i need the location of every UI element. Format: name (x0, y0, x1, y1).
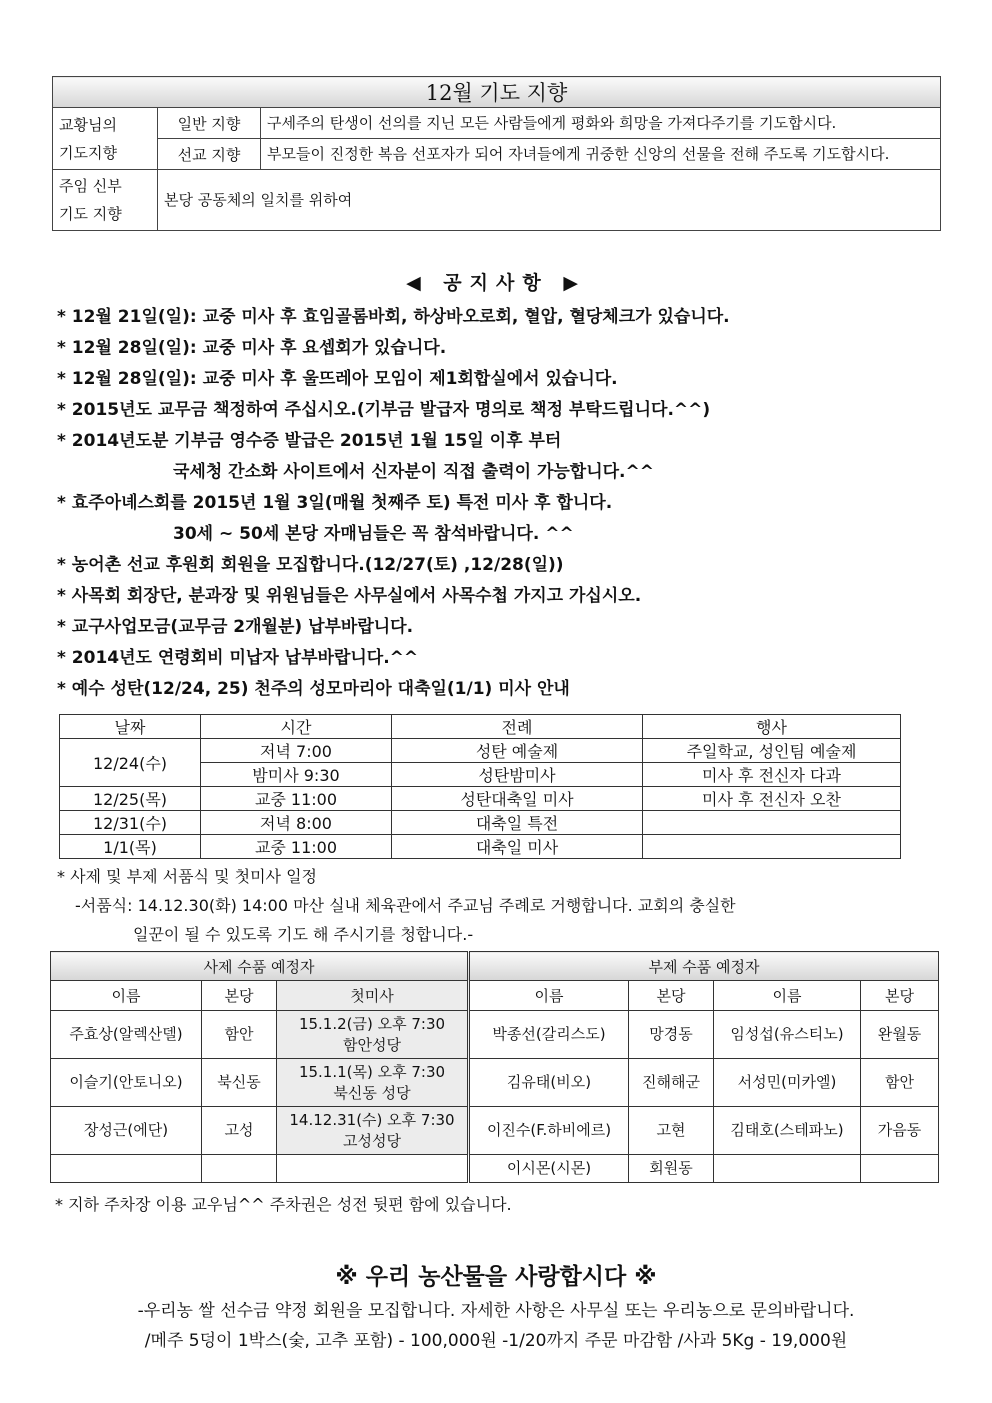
notice-item: * 농어촌 선교 후원회 회원을 모집합니다.(12/27(토) ,12/28(일)) (57, 555, 564, 575)
col-header-first-mass: 첫미사 (277, 981, 469, 1011)
deacon-parish: 진해해군 (629, 1059, 714, 1107)
priest-name: 이슬기(안토니오) (51, 1059, 202, 1107)
deacon-parish: 회원동 (629, 1155, 714, 1183)
general-intention-text: 구세주의 탄생이 선의를 지닌 모든 사람들에게 평화와 희망을 가져다주기를 기도합시다. (261, 108, 941, 139)
schedule-liturgy: 대축일 특전 (392, 811, 643, 835)
deacon-parish: 완월동 (861, 1011, 939, 1059)
deacon-name: 임성섭(유스티노) (714, 1011, 861, 1059)
table-row (60, 835, 901, 859)
notice-item: * 12월 28일(일): 교중 미사 후 울뜨레아 모임이 제1회합실에서 있습니다. (57, 369, 618, 389)
col-header-date: 날짜 (60, 715, 201, 739)
mission-intention-label: 선교 지향 (158, 139, 261, 170)
pastor-intention-text: 본당 공동체의 일치를 위하여 (158, 170, 941, 231)
deacon-name: 박종선(갈리스도) (469, 1011, 629, 1059)
notice-item: * 12월 28일(일): 교중 미사 후 요셉회가 있습니다. (57, 338, 447, 358)
priest-parish (202, 1155, 277, 1183)
schedule-event: 미사 후 전신자 오찬 (643, 787, 901, 811)
ordination-notice (57, 862, 957, 949)
ordination-heading: * 사제 및 부제 서품식 및 첫미사 일정 (57, 867, 317, 886)
schedule-event (643, 811, 901, 835)
general-intention-label: 일반 지향 (158, 108, 261, 139)
deacon-name: 김태호(스테파노) (714, 1107, 861, 1155)
schedule-liturgy: 대축일 미사 (392, 835, 643, 859)
deacon-parish (861, 1155, 939, 1183)
schedule-time: 저녁 8:00 (201, 811, 392, 835)
table-row (51, 1107, 939, 1155)
deacon-parish: 함안 (861, 1059, 939, 1107)
christmas-schedule-table (59, 714, 901, 859)
notice-item-continued: 국세청 간소화 사이트에서 신자분이 직접 출력이 가능합니다.^^ (173, 462, 655, 482)
col-header-name: 이름 (469, 981, 629, 1011)
col-header-parish: 본당 (861, 981, 939, 1011)
notice-item: * 예수 성탄(12/24, 25) 천주의 성모마리아 대축일(1/1) 미사 안내 (57, 679, 570, 699)
notice-item: * 효주아녜스회를 2015년 1월 3일(매월 첫째주 토) 특전 미사 후 합니다. (57, 493, 613, 513)
priest-parish: 고성 (202, 1107, 277, 1155)
first-mass: 15.1.2(금) 오후 7:30 함안성당 (277, 1011, 469, 1059)
table-row (60, 811, 901, 835)
schedule-liturgy: 성탄밤미사 (392, 763, 643, 787)
schedule-date: 12/24(수) (60, 739, 201, 787)
priest-parish: 북신동 (202, 1059, 277, 1107)
col-header-time: 시간 (201, 715, 392, 739)
col-header-parish: 본당 (629, 981, 714, 1011)
agri-title: ※ 우리 농산물을 사랑합시다 ※ (335, 1264, 657, 1290)
col-header-event: 행사 (643, 715, 901, 739)
prayer-intentions-table (52, 76, 941, 231)
table-row (51, 1059, 939, 1107)
notice-list (57, 302, 957, 705)
deacon-name: 이진수(F.하비에르) (469, 1107, 629, 1155)
notice-item: * 12월 21일(일): 교중 미사 후 효임골롬바회, 하상바오로회, 혈압, 혈당체크가 있습니다. (57, 307, 730, 327)
deacon-name (714, 1155, 861, 1183)
deacon-name: 이시몬(시몬) (469, 1155, 629, 1183)
priest-name: 주효상(알렉산델) (51, 1011, 202, 1059)
notice-item-continued: 30세 ~ 50세 본당 자매님들은 꼭 참석바랍니다. ^^ (173, 524, 574, 544)
ordination-line-1: -서품식: 14.12.30(화) 14:00 마산 실내 체육관에서 주교님 주례로 거행합니다. 교회의 충실한 (75, 896, 736, 915)
priest-parish: 함안 (202, 1011, 277, 1059)
schedule-date: 1/1(목) (60, 835, 201, 859)
pastor-intention-label: 주임 신부 기도 지향 (53, 170, 158, 231)
deacon-parish: 고현 (629, 1107, 714, 1155)
notice-title: ◀ 공지사항 ▶ (406, 272, 586, 294)
notice-item: * 교구사업모금(교무금 2개월분) 납부바랍니다. (57, 617, 414, 637)
table-row (60, 787, 901, 811)
agri-line-2: /메주 5덩이 1박스(숯, 고추 포함) - 100,000원 -1/20까지 주문 마감함 /사과 5Kg - 19,000원 (144, 1331, 848, 1351)
notice-item: * 2015년도 교무금 책정하여 주십시오.(기부금 발급자 명의로 책정 부탁드립니다.^^) (57, 400, 711, 420)
notice-item: * 2014년도 연령회비 미납자 납부바랍니다.^^ (57, 648, 419, 668)
deacon-parish: 가음동 (861, 1107, 939, 1155)
notice-item: * 2014년도분 기부금 영수증 발급은 2015년 1월 15일 이후 부터 (57, 431, 562, 451)
ordination-table (50, 951, 939, 1183)
col-header-parish: 본당 (202, 981, 277, 1011)
table-row (51, 1011, 939, 1059)
deacon-parish: 망경동 (629, 1011, 714, 1059)
first-mass: 15.1.1(목) 오후 7:30 북신동 성당 (277, 1059, 469, 1107)
schedule-liturgy: 성탄 예술제 (392, 739, 643, 763)
agri-line-1: -우리농 쌀 선수금 약정 회원을 모집합니다. 자세한 사항은 사무실 또는 우리농으로 문의바랍니다. (137, 1301, 855, 1321)
deacon-name: 서성민(미카엘) (714, 1059, 861, 1107)
prayer-title: 12월 기도 지향 (53, 77, 941, 108)
notice-item: * 사목회 회장단, 분과장 및 위원님들은 사무실에서 사목수첩 가지고 가십시오. (57, 586, 642, 606)
table-row (51, 1155, 939, 1183)
pope-intention-label: 교황님의 기도지향 (53, 108, 158, 170)
mission-intention-text: 부모들이 진정한 복음 선포자가 되어 자녀들에게 귀중한 신앙의 선물을 전해 주도록 기도합시다. (261, 139, 941, 170)
first-mass: 14.12.31(수) 오후 7:30 고성성당 (277, 1107, 469, 1155)
schedule-liturgy: 성탄대축일 미사 (392, 787, 643, 811)
schedule-date: 12/25(목) (60, 787, 201, 811)
first-mass (277, 1155, 469, 1183)
deacon-section-header: 부제 수품 예정자 (469, 952, 939, 981)
deacon-name: 김유태(비오) (469, 1059, 629, 1107)
parking-notice: * 지하 주차장 이용 교우님^^ 주차권은 성전 뒷편 함에 있습니다. (55, 1195, 512, 1214)
schedule-date: 12/31(수) (60, 811, 201, 835)
schedule-event: 주일학교, 성인팀 예술제 (643, 739, 901, 763)
col-header-liturgy: 전례 (392, 715, 643, 739)
priest-section-header: 사제 수품 예정자 (51, 952, 469, 981)
ordination-line-2: 일꾼이 될 수 있도록 기도 해 주시기를 청합니다.- (133, 925, 474, 944)
col-header-name: 이름 (51, 981, 202, 1011)
schedule-time: 교중 11:00 (201, 835, 392, 859)
col-header-name: 이름 (714, 981, 861, 1011)
schedule-event: 미사 후 전신자 다과 (643, 763, 901, 787)
table-row (60, 739, 901, 763)
priest-name (51, 1155, 202, 1183)
schedule-time: 저녁 7:00 (201, 739, 392, 763)
schedule-event (643, 835, 901, 859)
schedule-time: 교중 11:00 (201, 787, 392, 811)
schedule-time: 밤미사 9:30 (201, 763, 392, 787)
priest-name: 장성근(에단) (51, 1107, 202, 1155)
